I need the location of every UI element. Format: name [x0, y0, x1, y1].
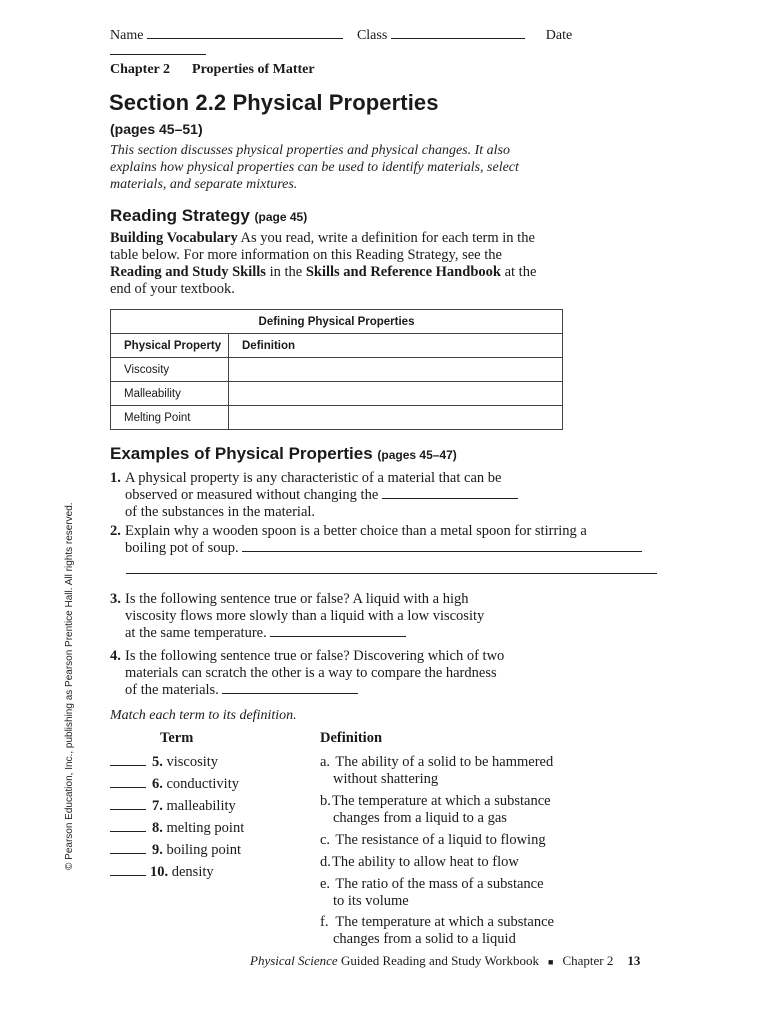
- definition-text: The ratio of the mass of a substance: [335, 876, 544, 892]
- reading-strategy-heading: [110, 206, 307, 226]
- definition-letter: b.: [320, 793, 331, 809]
- definition-text: The temperature at which a substance: [332, 793, 551, 809]
- instructions-text-3: at the end of your textbook.: [110, 264, 537, 297]
- answer-blank[interactable]: [110, 875, 146, 876]
- definition-item: [320, 832, 590, 849]
- question-number: 2.: [110, 523, 121, 539]
- answer-blank[interactable]: [242, 550, 642, 552]
- building-vocabulary-label: Building Vocabulary: [110, 230, 238, 246]
- term-number: 9.: [152, 842, 163, 858]
- definition-item: [320, 793, 590, 827]
- question-3: [110, 591, 670, 642]
- answer-blank[interactable]: [382, 497, 518, 499]
- property-cell: Viscosity: [111, 358, 229, 382]
- chapter-heading: [110, 62, 315, 78]
- term-text: conductivity: [166, 776, 239, 792]
- answer-blank[interactable]: [126, 573, 657, 574]
- term-number: 5.: [152, 754, 163, 770]
- property-cell: Malleability: [111, 382, 229, 406]
- instructions-text-2: in the: [265, 264, 306, 280]
- term-text: malleability: [166, 798, 236, 814]
- name-label: Name: [110, 28, 144, 43]
- definition-text: The ability to allow heat to flow: [332, 854, 519, 870]
- term-number: 6.: [152, 776, 163, 792]
- question-text: observed or measured without changing the: [125, 487, 379, 503]
- answer-blank[interactable]: [110, 787, 146, 788]
- reading-strategy-instructions: [110, 230, 550, 298]
- class-label: Class: [356, 28, 388, 43]
- definition-letter: e.: [320, 876, 331, 892]
- answer-blank[interactable]: [110, 853, 146, 854]
- answer-blank[interactable]: [110, 809, 146, 810]
- term-header: Term: [160, 730, 194, 746]
- question-number: 1.: [110, 470, 121, 486]
- term-item: [110, 820, 244, 840]
- name-blank[interactable]: [147, 37, 343, 39]
- student-info-header: [110, 28, 670, 60]
- class-blank[interactable]: [391, 37, 525, 39]
- definition-letter: d.: [320, 854, 331, 870]
- answer-blank[interactable]: [110, 831, 146, 832]
- term-item: [110, 864, 214, 884]
- question-text: of the materials.: [125, 682, 219, 698]
- definition-cell[interactable]: [229, 406, 563, 430]
- table-caption: Defining Physical Properties: [111, 310, 563, 334]
- definition-text: The resistance of a liquid to flowing: [335, 832, 546, 848]
- section-intro: This section discusses physical properties and physical changes. It also explains how physical properties can be used to identify materials, select materials, and separate mixtures.: [110, 143, 519, 192]
- date-label: Date: [545, 28, 573, 43]
- section-pages: (pages 45–51): [110, 121, 203, 137]
- question-text: A physical property is any characteristic of a material that can be: [125, 470, 502, 486]
- question-2: [110, 523, 670, 557]
- definition-text: The temperature at which a substance: [335, 914, 554, 930]
- term-text: melting point: [166, 820, 245, 836]
- definition-text: to its volume: [333, 893, 409, 909]
- footer-chapter: Chapter 2: [562, 953, 614, 968]
- copyright-notice: © Pearson Education, Inc., publishing as Pearson Prentice Hall. All rights reserved.: [64, 502, 75, 870]
- definition-item: [320, 754, 590, 788]
- term-text: boiling point: [166, 842, 242, 858]
- question-text: Is the following sentence true or false? A liquid with a high: [125, 591, 469, 607]
- footer-book-title: Guided Reading and Study Workbook: [337, 953, 539, 968]
- question-number: 4.: [110, 648, 121, 664]
- column-header-definition: Definition: [229, 334, 563, 358]
- definition-letter: f.: [320, 914, 329, 930]
- term-number: 10.: [150, 864, 169, 880]
- definition-letter: a.: [320, 754, 331, 770]
- term-item: [110, 798, 236, 818]
- reading-study-skills-ref: Reading and Study Skills: [110, 264, 266, 280]
- question-text: of the substances in the material.: [125, 504, 316, 520]
- section-title: Section 2.2 Physical Properties: [109, 90, 439, 115]
- question-4: [110, 648, 670, 699]
- definition-text: without shattering: [333, 771, 439, 787]
- definition-item: [320, 876, 590, 910]
- table-row: [111, 406, 563, 430]
- term-text: viscosity: [166, 754, 219, 770]
- question-text: Is the following sentence true or false? Discovering which of two: [125, 648, 505, 664]
- page-number: 13: [627, 953, 641, 968]
- table-row: [111, 358, 563, 382]
- term-number: 7.: [152, 798, 163, 814]
- page-footer: [250, 953, 640, 969]
- column-header-property: Physical Property: [111, 334, 229, 358]
- question-number: 3.: [110, 591, 121, 607]
- definitions-table: [110, 309, 563, 430]
- term-text: density: [171, 864, 214, 880]
- question-text: Explain why a wooden spoon is a better choice than a metal spoon for stirring a: [125, 523, 587, 539]
- skills-handbook-ref: Skills and Reference Handbook: [305, 264, 501, 280]
- examples-title: Examples of Physical Properties: [110, 444, 373, 463]
- definition-cell[interactable]: [229, 382, 563, 406]
- reading-strategy-title: Reading Strategy: [110, 206, 250, 225]
- instructions-text-1: As you read, write a definition for each term in the table below. For more information on this Reading Strategy, see the: [110, 230, 535, 263]
- term-item: [110, 842, 241, 862]
- answer-blank[interactable]: [270, 635, 406, 637]
- question-text: at the same temperature.: [125, 625, 267, 641]
- term-item: [110, 754, 218, 774]
- question-text: viscosity flows more slowly than a liquid with a low viscosity: [125, 608, 485, 624]
- footer-book-title-italic: Physical Science: [250, 953, 338, 968]
- definition-cell[interactable]: [229, 358, 563, 382]
- question-text: materials can scratch the other is a way to compare the hardness: [125, 665, 497, 681]
- footer-bullet-icon: ■: [548, 957, 554, 968]
- answer-blank[interactable]: [222, 692, 358, 694]
- answer-blank[interactable]: [110, 765, 146, 766]
- date-blank[interactable]: [110, 53, 206, 55]
- question-text: boiling pot of soup.: [125, 540, 239, 556]
- term-number: 8.: [152, 820, 163, 836]
- definition-text: The ability of a solid to be hammered: [335, 754, 554, 770]
- question-1: [110, 470, 670, 521]
- chapter-title: Properties of Matter: [192, 62, 315, 77]
- term-item: [110, 776, 239, 796]
- matching-instructions: Match each term to its definition.: [110, 708, 297, 723]
- examples-heading: [110, 444, 457, 464]
- table-row: [111, 382, 563, 406]
- definition-text: changes from a liquid to a gas: [333, 810, 507, 826]
- property-cell: Melting Point: [111, 406, 229, 430]
- definition-text: changes from a solid to a liquid: [333, 931, 516, 947]
- reading-strategy-pages: (page 45): [254, 210, 308, 224]
- examples-pages: (pages 45–47): [377, 448, 457, 462]
- chapter-number: Chapter 2: [110, 62, 171, 77]
- definition-item: [320, 854, 590, 871]
- definition-header: Definition: [320, 730, 383, 746]
- definition-letter: c.: [320, 832, 331, 848]
- definition-item: [320, 914, 590, 948]
